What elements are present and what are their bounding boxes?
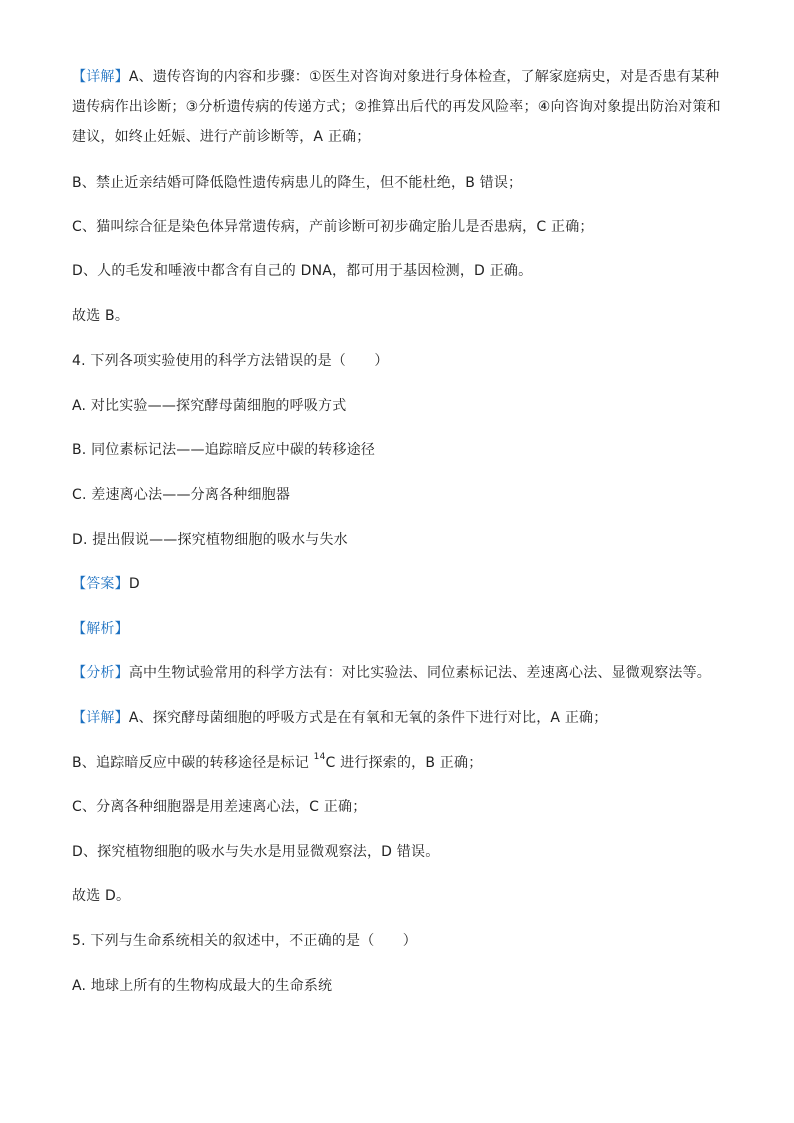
analysis-heading-q4 <box>72 619 732 639</box>
detail-line-q3-b: B、禁止近亲结婚可降低隐性遗传病患儿的降生，但不能杜绝，B 错误； <box>72 175 523 191</box>
detail-text: A、探究酵母菌细胞的呼吸方式是在有氧和无氧的条件下进行对比，A 正确； <box>128 710 608 726</box>
isotope-superscript: 14 <box>313 752 326 762</box>
option-q5-a: A. 地球上所有的生物构成最大的生命系统 <box>72 978 333 994</box>
option-q4-c: C. 差速离心法——分离各种细胞器 <box>72 487 291 503</box>
detail-line-q4-d: D、探究植物细胞的吸水与失水是用显微观察法，D 错误。 <box>72 844 440 860</box>
answer-tag: 【答案】 <box>72 576 129 592</box>
detail-paragraph-q3-a <box>72 62 732 152</box>
fenxi-text: 高中生物试验常用的科学方法有：对比实验法、同位素标记法、差速离心法、显微观察法等。 <box>128 665 712 681</box>
question-stem-4: 4. 下列各项实验使用的科学方法错误的是（ ） <box>72 353 389 369</box>
detail-line-q4-a <box>72 708 732 728</box>
choice-line-q4: 故选 D。 <box>72 888 131 904</box>
option-q4-b: B. 同位素标记法——追踪暗反应中碳的转移途径 <box>72 442 376 458</box>
detail-tag: 【详解】 <box>72 710 129 726</box>
detail-line-q4-b <box>72 753 732 773</box>
option-q4-a: A. 对比实验——探究酵母菌细胞的呼吸方式 <box>72 398 347 414</box>
option-q4-d: D. 提出假说——探究植物细胞的吸水与失水 <box>72 532 348 548</box>
analysis-fenxi-q4 <box>72 663 732 683</box>
detail-tag: 【详解】 <box>72 69 129 85</box>
detail-text-post: C 进行探索的，B 正确； <box>325 755 483 771</box>
detail-line-q3-c: C、猫叫综合征是染色体异常遗传病，产前诊断可初步确定胎儿是否患病，C 正确； <box>72 219 594 235</box>
fenxi-tag: 【分析】 <box>72 665 129 681</box>
choice-line-q3: 故选 B。 <box>72 308 130 324</box>
detail-line-q3-d: D、人的毛发和唾液中都含有自己的 DNA，都可用于基因检测，D 正确。 <box>72 263 533 279</box>
detail-text-pre: B、追踪暗反应中碳的转移途径是标记 <box>72 755 314 771</box>
detail-text: A、遗传咨询的内容和步骤：①医生对咨询对象进行身体检查，了解家庭病史，对是否患有某种遗传病作出诊断；③分析遗传病的传递方式；②推算出后代的再发风险率；④向咨询对象提出防治对策和建议，如终止妊娠、进行产前诊断等，A 正确； <box>72 69 721 145</box>
analysis-tag: 【解析】 <box>72 621 129 637</box>
answer-line-q4 <box>72 574 732 594</box>
detail-line-q4-c: C、分离各种细胞器是用差速离心法，C 正确； <box>72 799 367 815</box>
question-stem-5: 5. 下列与生命系统相关的叙述中，不正确的是（ ） <box>72 933 418 949</box>
answer-value: D <box>128 576 140 592</box>
